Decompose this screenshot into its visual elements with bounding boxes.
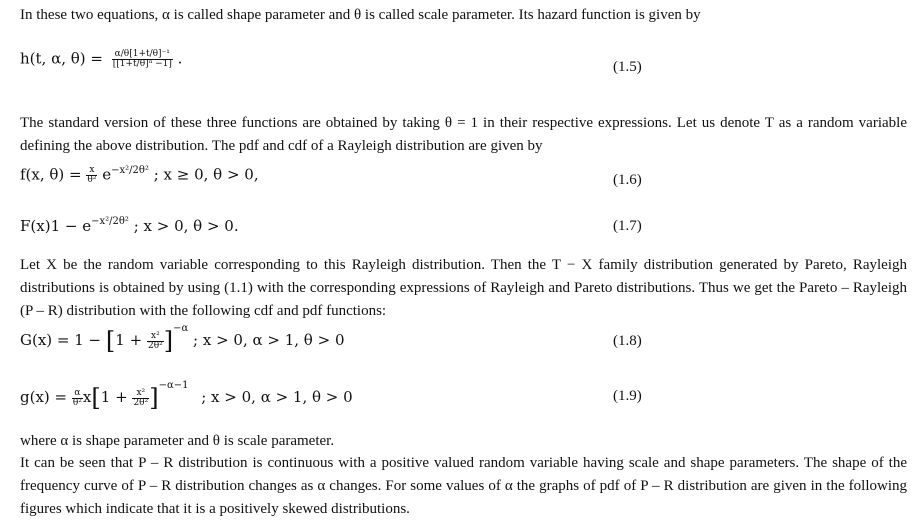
eq-pdf-fraction <box>86 166 97 185</box>
eq-pdf-denominator: θ² <box>87 175 97 185</box>
eq-g-denominator: θ² <box>72 397 82 408</box>
eq-g-lhs: g(x) = <box>20 388 68 406</box>
eq-cdf-exponent: −x²/2θ² <box>91 216 129 227</box>
eq-g-fraction <box>72 389 83 408</box>
eq-g-exponent: −α−1 <box>158 380 189 391</box>
equation-hazard <box>20 50 182 69</box>
equation-rayleigh-cdf <box>20 216 239 235</box>
paragraph-pareto-rayleigh: Let X be the random variable corresponding to this Rayleigh distribution. Then the T − X family distribution generated by Pareto, Rayleigh distributions is obtained by using (1.1) with the corresponding expressions of Rayleigh and Pareto distributions. Thus we get the Pareto – Rayleigh (P – R) distribution with the following cdf and pdf functions: <box>20 257 907 319</box>
eq-G-denominator: 2θ² <box>147 340 163 351</box>
eq-G-numerator: x² <box>147 332 164 342</box>
eq-hazard-numerator: α/θ[1+t/θ]⁻¹ <box>112 50 173 60</box>
eq-g-fraction-2 <box>132 389 149 408</box>
equation-number-1-7: (1.7) <box>613 218 642 234</box>
paragraph-hazard-intro: In these two equations, α is called shape parameter and θ is called scale parameter. Its hazard function is given by <box>20 7 701 23</box>
eq-g-close-bracket: ] <box>149 384 159 412</box>
eq-pdf-exponent: −x²/2θ² <box>111 164 149 176</box>
eq-pdf-condition: ; x ≥ 0, θ > 0, <box>153 165 259 184</box>
eq-pdf-exp-base: e <box>102 165 112 184</box>
eq-hazard-period: . <box>177 49 183 68</box>
equation-pr-cdf <box>20 323 345 355</box>
eq-g-condition: ; x > 0, α > 1, θ > 0 <box>201 388 353 406</box>
eq-pdf-numerator: x <box>86 166 97 176</box>
eq-G-fraction <box>147 332 164 351</box>
eq-cdf-condition: ; x > 0, θ > 0. <box>133 217 239 235</box>
eq-hazard-lhs: h(t, α, θ) = <box>20 49 103 68</box>
eq-g-numerator-2: x² <box>132 389 149 399</box>
eq-G-one-plus: 1 + <box>115 331 143 349</box>
eq-G-open-bracket: [ <box>105 327 116 355</box>
eq-g-open-bracket: [ <box>91 384 101 412</box>
paragraph-where-alpha: where α is shape parameter and θ is scale parameter. <box>20 433 335 449</box>
eq-G-condition: ; x > 0, α > 1, θ > 0 <box>193 331 345 349</box>
equation-rayleigh-pdf <box>20 166 259 185</box>
eq-hazard-fraction <box>112 50 173 69</box>
equation-number-1-6: (1.6) <box>613 172 642 188</box>
paragraph-standard-version: The standard version of these three functions are obtained by taking θ = 1 in their respective expressions. Let us denote T as a random variable defining the above distribution. The pdf and cdf of a Rayleigh distribution are given by <box>20 115 907 154</box>
eq-pdf-lhs: f(x, θ) = <box>20 165 82 184</box>
eq-G-exponent: −α <box>173 323 189 334</box>
eq-G-lhs: G(x) = 1 − <box>20 331 102 349</box>
equation-number-1-5: (1.5) <box>613 59 642 75</box>
equation-pr-pdf <box>20 380 353 412</box>
eq-G-close-bracket: ] <box>163 327 174 355</box>
eq-g-denominator-2: 2θ² <box>133 397 149 408</box>
equation-number-1-8: (1.8) <box>613 333 642 349</box>
paragraph-distribution-shape: It can be seen that P – R distribution is continuous with a positive valued random variable having scale and shape parameters. The shape of the frequency curve of P – R distribution changes as α changes. For some values of α the graphs of pdf of P – R distribution are given in the following figures which indicate that it is a positively skewed distributions. <box>20 455 907 517</box>
eq-cdf-expression: F(x)1 − e <box>20 217 92 235</box>
equation-number-1-9: (1.9) <box>613 388 642 404</box>
eq-g-numerator: α <box>72 389 83 399</box>
eq-g-one-plus: 1 + <box>100 388 128 406</box>
eq-g-x: x <box>82 388 92 406</box>
eq-hazard-denominator: [[1+t/θ]ᵅ −1] <box>112 59 172 69</box>
